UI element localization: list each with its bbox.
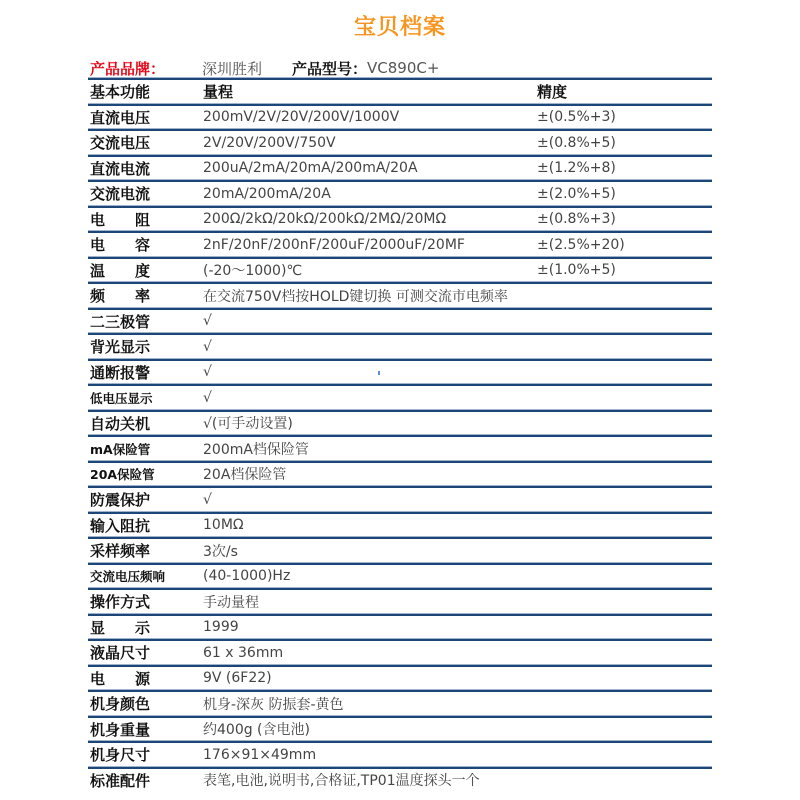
table-row	[88, 129, 712, 155]
header-function: 基本功能	[90, 83, 151, 102]
table-row	[88, 410, 712, 436]
header-accuracy: 精度	[537, 83, 568, 102]
table-row	[88, 282, 712, 308]
spec-value: √	[203, 338, 212, 355]
table-row	[88, 486, 712, 512]
spec-label: 交流电流	[90, 185, 151, 204]
table-row	[88, 257, 712, 283]
table-row	[88, 741, 712, 767]
spec-label: 直流电压	[90, 108, 151, 127]
spec-label: 输入阻抗	[90, 516, 151, 535]
spec-label: 背光显示	[90, 338, 151, 357]
spec-label: mA保险管	[90, 441, 151, 457]
spec-value: (-20～1000)℃	[203, 263, 303, 280]
spec-value: 9V (6F22)	[203, 670, 272, 687]
spec-accuracy: ±(1.0%+5)	[537, 262, 616, 279]
spec-label: 机身尺寸	[90, 746, 151, 765]
table-row	[88, 435, 712, 461]
table-row	[88, 359, 712, 385]
spec-label: 温 度	[90, 261, 151, 280]
spec-label: 电 容	[90, 236, 151, 255]
spec-value: √	[203, 491, 212, 508]
spec-label: 电 源	[90, 669, 151, 688]
table-row	[88, 104, 712, 130]
spec-label: 操作方式	[90, 593, 151, 612]
spec-value: 20mA/200mA/20A	[203, 185, 331, 202]
spec-label: 自动关机	[90, 414, 151, 433]
spec-value: 3次/s	[203, 543, 238, 560]
spec-value: √(可手动设置)	[203, 416, 293, 433]
page-title: 宝贝档案	[353, 15, 446, 40]
spec-table	[88, 78, 712, 792]
table-row	[88, 461, 712, 487]
spec-value: 20A档保险管	[203, 467, 287, 484]
model-value: VC890C+	[367, 59, 440, 77]
spec-label: 交流电压频响	[90, 569, 166, 585]
spec-value: √	[203, 313, 212, 330]
header-range: 量程	[203, 83, 234, 102]
spec-label: 通断报警	[90, 363, 151, 382]
table-row	[88, 690, 712, 716]
model-label: 产品型号：	[292, 59, 368, 78]
spec-accuracy: ±(0.8%+3)	[537, 211, 616, 228]
spec-value: √	[203, 389, 212, 406]
table-row	[88, 206, 712, 232]
spec-label: 20A保险管	[90, 467, 155, 483]
table-row	[88, 537, 712, 563]
spec-value: 在交流750V档按HOLD键切换 可测交流市电频率	[203, 288, 508, 305]
table-row	[88, 767, 712, 793]
spec-value: 2nF/20nF/200nF/200uF/2000uF/20MF	[203, 236, 465, 253]
table-row	[88, 180, 712, 206]
spec-value: 表笔,电池,说明书,合格证,TP01温度探头一个	[203, 773, 480, 790]
spec-label: 显 示	[90, 618, 151, 637]
table-row	[88, 155, 712, 181]
spec-value: (40-1000)Hz	[203, 568, 291, 585]
spec-label: 机身颜色	[90, 695, 151, 714]
spec-value: 61 x 36mm	[203, 644, 284, 661]
spec-accuracy: ±(2.0%+5)	[537, 185, 616, 202]
table-row	[88, 333, 712, 359]
spec-label: 交流电压	[90, 134, 151, 153]
spec-value: 200Ω/2kΩ/20kΩ/200kΩ/2MΩ/20MΩ	[203, 211, 447, 228]
spec-accuracy: ±(0.8%+5)	[537, 134, 616, 151]
spec-label: 液晶尺寸	[90, 644, 151, 663]
table-header	[88, 78, 712, 104]
spec-accuracy: ±(1.2%+8)	[537, 160, 616, 177]
spec-value: 1999	[203, 619, 239, 636]
brand-label: 产品品牌：	[90, 59, 166, 78]
spec-label: 机身重量	[90, 720, 151, 739]
table-row	[88, 716, 712, 742]
table-row	[88, 308, 712, 334]
spec-accuracy: ±(2.5%+20)	[537, 236, 625, 253]
spec-label: 防震保护	[90, 491, 151, 510]
spec-label: 直流电流	[90, 159, 151, 178]
table-row	[88, 639, 712, 665]
spec-value: 10MΩ	[203, 517, 244, 534]
spec-label: 采样频率	[90, 542, 151, 561]
spec-value: √	[203, 364, 212, 381]
spec-label: 标准配件	[90, 771, 151, 790]
spec-accuracy: ±(0.5%+3)	[537, 109, 616, 126]
brand-value: 深圳胜利	[202, 59, 263, 78]
spec-value: 200uA/2mA/20mA/200mA/20A	[203, 160, 418, 177]
table-row	[88, 384, 712, 410]
stray-dot	[378, 371, 380, 375]
table-row	[88, 231, 712, 257]
spec-value: 手动量程	[203, 594, 259, 611]
table-row	[88, 665, 712, 691]
table-row	[88, 563, 712, 589]
spec-value: 200mA档保险管	[203, 441, 309, 458]
spec-value: 200mV/2V/20V/200V/1000V	[203, 109, 400, 126]
spec-value: 2V/20V/200V/750V	[203, 134, 336, 151]
spec-value: 约400g (含电池)	[203, 722, 310, 739]
table-row	[88, 614, 712, 640]
spec-label: 二三极管	[90, 312, 151, 331]
spec-label: 电 阻	[90, 210, 151, 229]
spec-value: 176×91×49mm	[203, 746, 317, 763]
spec-label: 频 率	[90, 287, 151, 306]
spec-value: 机身-深灰 防振套-黄色	[203, 696, 344, 713]
brand-row	[90, 57, 439, 79]
spec-label: 低电压显示	[90, 390, 153, 406]
table-row	[88, 588, 712, 614]
table-row	[88, 512, 712, 538]
